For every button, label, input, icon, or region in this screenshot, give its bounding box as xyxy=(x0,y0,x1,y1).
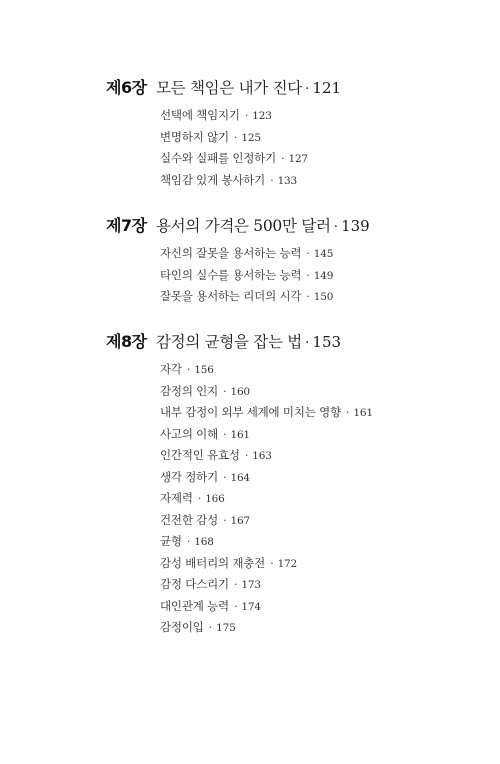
page-separator: · xyxy=(244,108,249,122)
section-item xyxy=(160,402,486,424)
page-separator: · xyxy=(223,383,227,398)
section-page-number: 133 xyxy=(277,174,298,187)
page-separator: · xyxy=(186,534,191,548)
page-separator: · xyxy=(304,335,310,351)
section-title: 자신의 잘못을 용서하는 능력 xyxy=(160,246,302,260)
section-title: 감정 다스리기 xyxy=(160,577,229,591)
section-title: 균형 xyxy=(160,534,182,548)
chapter-number: 제7장 xyxy=(106,216,147,235)
page-separator: · xyxy=(345,405,350,419)
section-page-number: 174 xyxy=(241,600,261,613)
section-page-number: 161 xyxy=(353,407,373,419)
page-separator: · xyxy=(306,246,310,260)
section-title: 실수와 실패를 인정하기 xyxy=(160,151,276,165)
section-title: 인간적인 유효성 xyxy=(160,448,240,462)
section-page-number: 156 xyxy=(194,364,214,376)
chapter-number: 제6장 xyxy=(106,78,147,97)
section-page-number: 127 xyxy=(288,153,308,165)
section-title: 내부 감정이 외부 세계에 미치는 영향 xyxy=(160,405,341,419)
chapter-6 xyxy=(106,75,486,191)
section-item xyxy=(160,531,486,553)
section-item xyxy=(160,359,486,381)
section-title: 선택에 책임지기 xyxy=(160,108,240,122)
section-item xyxy=(160,510,486,532)
section-page-number: 175 xyxy=(216,622,236,634)
section-item xyxy=(160,488,486,510)
section-title: 사고의 이해 xyxy=(160,426,218,441)
section-list xyxy=(106,105,486,191)
section-page-number: 149 xyxy=(313,269,334,282)
page-separator: · xyxy=(223,512,227,527)
section-page-number: 145 xyxy=(313,248,334,260)
section-title: 자각 xyxy=(160,362,182,376)
section-item xyxy=(160,105,486,127)
section-item xyxy=(160,467,486,489)
section-title: 타인의 실수를 용서하는 능력 xyxy=(160,267,302,282)
section-title: 대인관계 능력 xyxy=(160,598,229,613)
section-item xyxy=(160,170,486,192)
section-page-number: 166 xyxy=(205,493,225,505)
chapter-heading xyxy=(106,213,486,239)
section-list xyxy=(106,243,486,308)
section-page-number: 161 xyxy=(230,428,250,441)
section-item xyxy=(160,445,486,467)
section-item xyxy=(160,553,486,575)
section-item xyxy=(160,574,486,596)
chapter-heading xyxy=(106,75,486,101)
chapter-8 xyxy=(106,329,486,639)
chapter-number: 제8장 xyxy=(106,332,147,351)
page-separator: · xyxy=(281,151,285,165)
section-title: 감정의 인지 xyxy=(160,383,218,398)
page-separator: · xyxy=(223,426,227,441)
section-title: 생각 정하기 xyxy=(160,469,218,484)
page-separator: · xyxy=(306,289,310,303)
section-title: 감정이입 xyxy=(160,620,204,634)
chapter-page-number: 153 xyxy=(312,333,342,351)
page-separator: · xyxy=(304,81,310,97)
page-separator: · xyxy=(244,448,249,462)
section-page-number: 150 xyxy=(313,291,334,303)
page-separator: · xyxy=(186,362,191,376)
page-separator: · xyxy=(233,577,238,591)
section-page-number: 160 xyxy=(230,385,250,398)
page-separator: · xyxy=(270,172,274,187)
chapter-7 xyxy=(106,213,486,308)
section-title: 잘못을 용서하는 리더의 시각 xyxy=(160,289,302,303)
chapter-page-number: 121 xyxy=(312,79,342,97)
section-item xyxy=(160,286,486,308)
section-title: 건전한 감성 xyxy=(160,512,218,527)
section-item xyxy=(160,265,486,287)
section-item xyxy=(160,381,486,403)
chapter-page-number: 139 xyxy=(341,217,370,235)
section-page-number: 123 xyxy=(252,110,272,122)
section-item xyxy=(160,243,486,265)
page-separator: · xyxy=(270,555,274,570)
page-separator: · xyxy=(306,267,310,282)
chapter-title: 모든 책임은 내가 진다 xyxy=(156,79,302,97)
section-page-number: 173 xyxy=(241,579,261,591)
section-item xyxy=(160,596,486,618)
page-separator: · xyxy=(208,620,213,634)
chapter-title: 용서의 가격은 500만 달러 xyxy=(156,217,331,235)
section-list xyxy=(106,359,486,639)
section-item xyxy=(160,127,486,149)
chapter-title: 감정의 균형을 잡는 법 xyxy=(156,333,302,351)
section-title: 변명하지 않기 xyxy=(160,129,229,144)
section-page-number: 164 xyxy=(230,471,250,484)
section-page-number: 163 xyxy=(252,450,272,462)
chapter-heading xyxy=(106,329,486,355)
section-title: 자제력 xyxy=(160,491,193,505)
section-page-number: 168 xyxy=(194,536,214,548)
page-separator: · xyxy=(197,491,202,505)
section-item xyxy=(160,424,486,446)
section-page-number: 172 xyxy=(277,557,298,570)
section-title: 감성 배터리의 재충전 xyxy=(160,555,266,570)
section-page-number: 167 xyxy=(230,514,250,527)
section-item xyxy=(160,148,486,170)
section-page-number: 125 xyxy=(241,131,261,144)
page-separator: · xyxy=(233,598,238,613)
page-separator: · xyxy=(333,219,339,235)
section-item xyxy=(160,617,486,639)
page-separator: · xyxy=(233,129,238,144)
page-separator: · xyxy=(223,469,227,484)
section-title: 책임감 있게 봉사하기 xyxy=(160,172,266,187)
